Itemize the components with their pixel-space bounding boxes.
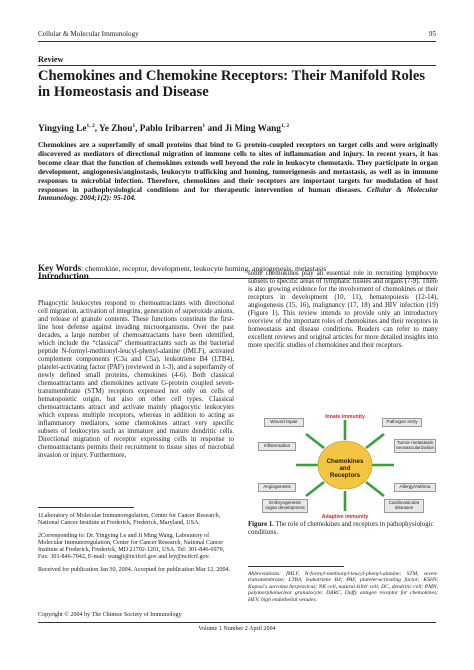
figure-caption-label: Figure 1. [248, 521, 274, 528]
allergy-box: Allergy/Asthma [394, 483, 436, 492]
arrow [306, 434, 324, 448]
title-rule [38, 65, 436, 66]
cardiovascular-box: Cardiovascular diseases [384, 499, 424, 513]
affiliation-1: 1Laboratory of Molecular Immunoregulation, Center for Cancer Research, National Cancer Institute at Frederick, Frederick, Maryland, USA. [38, 513, 221, 527]
running-header: Cellular & Molecular Immunology [38, 30, 139, 38]
abbreviations-label: Abbreviations: [248, 571, 282, 577]
author-name: Yingying Le [38, 124, 87, 135]
affiliation-2: 2Corresponding to: Dr. Yingying Le and Ji Ming Wang, Laboratory of Molecular Immunoregulation, Center for Cancer Research, National Cancer Institute at Frederick, Frederick, MD 21702-1201, USA. Tel: 301-846-6979, Fax: 301-846-7042, E-mail: wangji@ncifcrf.gov and ley@ncifcrf.gov. [38, 532, 225, 561]
arrow [366, 482, 384, 496]
figure-caption [248, 521, 438, 537]
center-label-line2: and [339, 465, 351, 472]
paper-title: Chemokines and Chemokine Receptors: Their Manifold Roles in Homeostasis and Disease [38, 68, 426, 100]
page-number: 95 [428, 30, 436, 38]
abbreviations-rule [248, 566, 344, 567]
figure-caption-text: The role of chemokines and receptors in pathophysiologic conditions. [248, 521, 434, 536]
copyright: Copyright © 2004 by The Chinese Society of Immunology [38, 612, 182, 618]
header-rule [38, 41, 436, 42]
angiogenesis-box: Angiogenesis [258, 483, 296, 492]
footer: Volume 1 Number 2 April 2004 [198, 626, 276, 632]
figure-1 [256, 412, 434, 519]
arrow [366, 434, 384, 448]
adaptive-immunity-label: Adaptive immunity [321, 514, 369, 519]
citation: Cellular & Molecular Immunology. 2004;1(2): 95-104. [38, 184, 438, 203]
intro-heading: Introduction [38, 272, 89, 282]
left-column-text: Phagocytic leukocytes respond to chemoattractants with directional cell migration, activation of integrins, generation of superoxide anions, and release of granule contents. These functions constitute the first-line host defense against invading microorganisms. Over the past decades, a large number of chemoattractants have been identified, which include the “classical” chemoattractants such as the bacterial peptide N-formyl-methionyl-leucyl-phenyl-alanine (fMLF), activated complement components (C3a and C5a), leukotriene B4 (LTB4), platelet-activating factor (PAF) (reviewed in 1-3), and a superfamily of newly defined small proteins, chemokines (4-6). Both classical chemoattractants and chemokines activate G-protein coupled seven-transmembrane (STM) receptors expressed not only on cells of hematopoietic origin, but also on other cell types. Classical chemoattractants attract and activate mainly phagocytic leukocytes which express multiple receptors, whereas in addition to acting as inflammatory mediators, some chemokines attract very specific subsets of leukocytes such as immature and mature dendritic cells. Directional migration of receptor expressing cells in response to chemoattractants permits their recruitment to tissue sites of microbial invasion or injury. Furthermore, [38, 300, 234, 460]
author-list: Yingying Le$^{1, 2}$, Ye Zhou$^1$, Pablo Iribarren$^1$ and Ji Ming Wang$^{1, 2}$ [38, 123, 290, 135]
footnote-rule [38, 507, 134, 508]
abstract [38, 141, 438, 203]
embryogenesis-box: Embryogenesis organ development [262, 499, 308, 513]
keywords-list: : chemokine, receptor, development, leukocyte homing, angiogenesis, metastasis [81, 264, 327, 273]
inflammation-box: Inflammation [258, 442, 296, 451]
section-tag: Review [38, 55, 64, 64]
author-name: Ye Zhou [99, 124, 133, 135]
right-column-text: some chemokines play an essential role in recruiting lymphocyte subsets to specific areas of lymphatic tissues and organs (7-9). There is also growing evidence for the involvement of chemokines or their receptors in development (10, 11), hematopoiesis (12-14), angiogenesis (15, 16), malignancy (17, 18) and HIV infection (19) (Figure 1). This review intends to provide only an introductory overview of the important roles of chemokines and their receptors in homeostasis and disease conditions. Readers can refer to many excellent reviews and original articles for more detailed insights into more specific studies of chemokines and their receptors. [248, 270, 438, 350]
center-label-line3: Receptors [329, 472, 361, 479]
footer-rule [38, 622, 436, 623]
abbreviations-text: fMLF, N-formyl-methionyl-leucyl-phenyl-alanine; STM, seven-transmembrane; LTB4, leukotriene B4; PAF, platelet-activating factor; KSHV, Kaposi's sarcoma herpesvirus; NK cell, natural killer cell; DC, dendritic cell; PMN, polymorphonuclear granulocyte; DARC, Duffy antigen receptor for chemokines; HEV, high endothelial venules. [248, 571, 438, 603]
arrow [306, 482, 324, 496]
pathogen-entry-box: Pathogen entry [382, 418, 422, 427]
affiliations [38, 513, 234, 579]
abbreviations [248, 571, 438, 603]
received-dates: Received for publication Jan 30, 2004. Accepted for publication Mar 12, 2004. [38, 566, 231, 573]
author-name: Ji Ming Wang [224, 124, 281, 135]
innate-immunity-label: Innate immunity [325, 414, 365, 420]
tumor-metastasis-box: Tumor metastasis neovascularization [394, 439, 436, 453]
wound-repair-box: Wound repair [264, 418, 304, 427]
author-name: Pablo Iribarren [139, 124, 203, 135]
center-label-line1: Chemokines [326, 458, 364, 465]
abstract-text: Chemokines are a superfamily of small proteins that bind to G protein-coupled receptors on target cells and were originally discovered as mediators of directional migration of immune cells to sites of inflammation and injury. In recent years, it has become clear that the function of chemokines extends well beyond the role in leukocyte chemotaxis. They participate in organ development, angiogenesis/angiostasis, leukocyte trafficking and homing, tumorigenesis and metastasis, as well as in immune responses to microbial infection. Therefore, chemokines and their receptors are important targets for modulation of host responses in pathophysiological conditions and for therapeutic intervention of human diseases. [38, 140, 438, 194]
keywords-label: Key Words [38, 263, 82, 273]
